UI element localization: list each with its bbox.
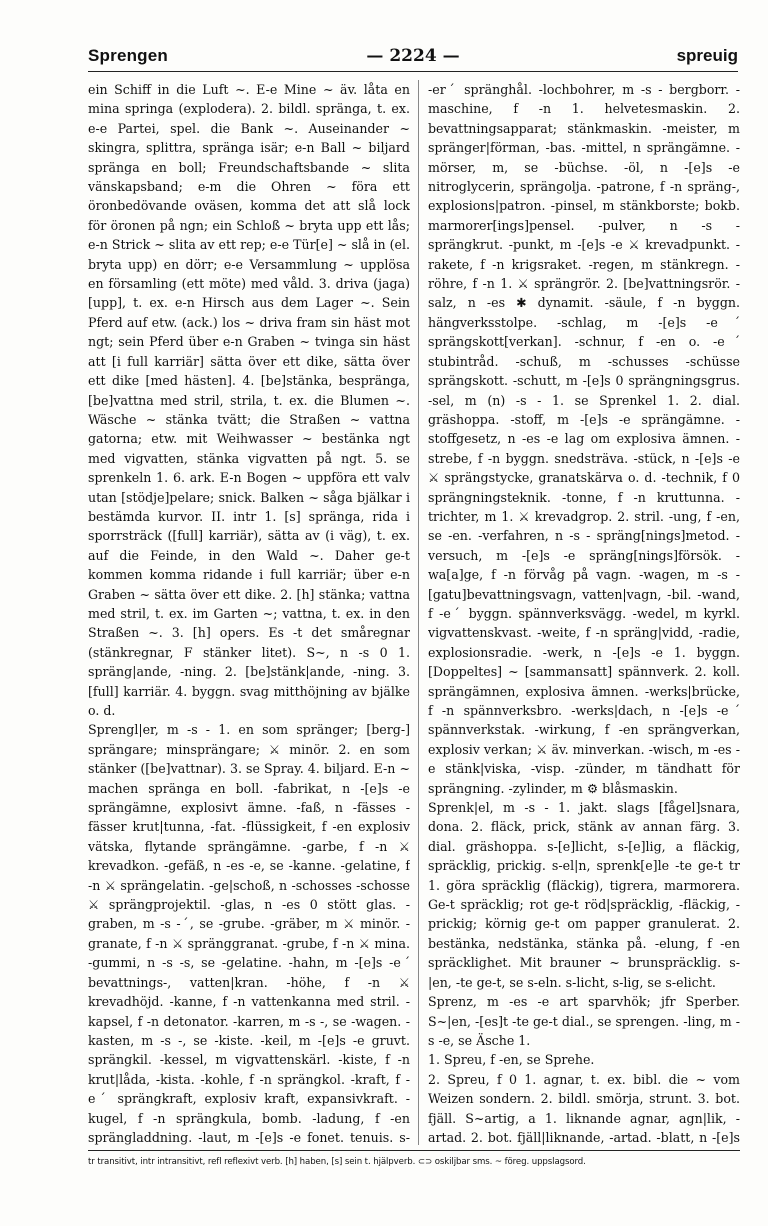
page-number: — 2224 — — [366, 46, 460, 66]
abbreviation-footer: tr transitivt, intr intransitivt, refl reflexivt verb. [h] haben, [s] sein t. hjälpverb. ⊂⊃ oskiljbar sms. ~ föreg. uppslagsord. — [88, 1157, 586, 1167]
left-guide-word: Sprengen — [88, 46, 169, 65]
page-header — [88, 44, 738, 72]
right-guide-word: spreuig — [676, 46, 738, 65]
footer-rule — [88, 1150, 740, 1151]
left-column: ein Schiff in die Luft ~. E-e Mine ~ äv. låta en mina springa (explodera). 2. bildl. spränga, t. ex. e-e Partei, spel. die Bank ~. Auseinander ~ skingra, splittra, spränga isär; e-n Ball ~ biljard spränga en boll; Freundschaftsbande ~ slita vänskapsband; e-m die Ohren ~ föra ett öronbedövande oväsen, komma det att slå lock för öronen på ngn; ein Schloß ~ bryta upp ett lås; e-n Strick ~ slita av ett rep; e-e Tür[e] ~ slå in (el. bryta upp) en dörr; e-e Versammlung ~ upplösa en församling (ett möte) med våld. 3. driva (jaga) [upp], t. ex. e-n Hirsch aus dem Lager ~. Sein Pferd auf etw. (ack.) los ~ driva fram sin häst mot ngt; sein Pferd über e-n Graben ~ tvinga sin häst att [i full karriär] sätta över ett dike, sätta över ett dike [med hästen]. 4. [be]stänka, bespränga, [be]vattna med stril, strila, t. ex. die Blumen ~. Wäsche ~ stänka tvätt; die Straßen ~ vattna gatorna; etw. mit Weihwasser ~ bestänka ngt med vigvatten, stänka vigvatten på ngt. 5. se sprenkeln 1. 6. ark. E-n Bogen ~ uppföra ett valv utan [stödje]pelare; snick. Balken ~ såga bjälkar i bestämda kurvor. II. intr 1. [s] spränga, rida i sporrsträck ([full] karriär), sätta av (i väg), t. ex. auf die Feinde, in den Wald ~. Daher ge-t kommen komma ridande i full karriär; über e-n Graben ~ sätta över ett dike. 2. [h] stänka; vattna med stril, t. ex. im Garten ~; vattna, t. ex. in den Straßen ~. 3. [h] opers. Es -t det småregnar (stänkregnar, F stänker litet). S~, n -s 0 1. spräng|ande, -ning. 2. [be]stänk|ande, -ning. 3. [full] karriär. 4. byggn. svag mitthöjning av bjälke o. d. Sprengl|er, m -s - 1. en som spränger; [berg-] sprängare; minsprängare; ⚔ minör. 2. en som stänker ([be]vattnar). 3. se Spray. 4. biljard. E-n ~ machen spränga en boll. -fabrikat, n -[e]s -e sprängämne, explosivt ämne. -faß, n -fässes -fässer krut|tunna, -fat. -flüssigkeit, f -en explosiv vätska, flytande sprängämne. -garbe, f -n ⚔ krevadkon. -gefäß, n -es -e, se -kanne. -gelatine, f -n ⚔ sprängelatin. -ge|schoß, n -schosses -schosse ⚔ sprängprojektil. -glas, n -es 0 stött glas. -graben, m -s -ˊ, se -grube. -gräber, m ⚔ minör. -granate, f -n ⚔ spränggranat. -grube, f -n ⚔ mina. -gummi, n -s -s, se -gelatine. -hahn, m -[e]s -eˊ bevattnings-, vatten|kran. -höhe, f -n ⚔ krevadhöjd. -kanne, f -n vattenkanna med stril. -kapsel, f -n detonator. -karren, m -s -, se -wagen. -kasten, m -s -, se -kiste. -keil, m -[e]s -e gruvt. sprängkil. -kessel, m vigvattenskärl. -kiste, f -n krut|låda, -kista. -kohle, f -n sprängkol. -kraft, f -eˊ sprängkraft, explosiv kraft, expansivkraft. -kugel, f -n sprängkula, bomb. -ladung, f -en sprängladdning. -laut, m -[e]s -e fonet. tenuis. s- — [88, 82, 410, 1145]
header-rule — [88, 71, 738, 72]
right-column: -erˊ spränghål. -lochbohrer, m -s - bergborr. -maschine, f -n 1. helvetesmaskin. 2. bevattningsapparat; stänkmaskin. -meister, m spränger|förman, -bas. -mittel, n sprängämne. -mörser, m, se -büchse. -öl, n -[e]s -e nitroglycerin, sprängolja. -patrone, f -n spräng-, explosions|patron. -pinsel, m stänkborste; bokb. marmorer[ings]pensel. -pulver, n -s - sprängkrut. -punkt, m -[e]s -e ⚔ krevadpunkt. -rakete, f -n krigsraket. -regen, m stänkregn. -röhre, f -n 1. ⚔ sprängrör. 2. [be]vattningsrör. -salz, n -es ✱ dynamit. -säule, f -n byggn. hängverksstolpe. -schlag, m -[e]s -eˊ sprängskott[verkan]. -schnur, f -en o. -eˊ stubintråd. -schuß, m -schusses -schüsse sprängskott. -schutt, m -[e]s 0 sprängningsgrus. -sel, m (n) -s - 1. se Sprenkel 1. 2. dial. gräshoppa. -stoff, m -[e]s -e sprängämne. -stoffgesetz, n -es -e lag om explosiva ämnen. -strebe, f -n byggn. snedsträva. -stück, n -[e]s -e ⚔ sprängstycke, granatskärva o. d. -technik, f 0 sprängningsteknik. -tonne, f -n kruttunna. -trichter, m 1. ⚔ krevadgrop. 2. stril. -ung, f -en, se -en. -verfahren, n -s - spräng[nings]metod. -versuch, m -[e]s -e spräng[nings]försök. -wa[a]ge, f -n förvåg på vagn. -wagen, m -s - [gatu]bevattningsvagn, vatten|vagn, -bil. -wand, f -eˊ byggn. spännverksvägg. -wedel, m kyrkl. vigvattenskvast. -weite, f -n spräng|vidd, -radie, explosionsradie. -werk, n -[e]s -e 1. byggn. [Doppeltes] ~ [sammansatt] spännverk. 2. koll. sprängämnen, explosiva ämnen. -werks|brücke, f -n spännverksbro. -werks|dach, n -[e]s -eˊ spännverkstak. -wirkung, f -en sprängverkan, explosiv verkan; ⚔ äv. minverkan. -wisch, m -es -e stänk|viska, -visp. -zünder, m tändhatt för sprängning. -zylinder, m ⚙ blåsmaskin. Sprenk|el, m -s - 1. jakt. slags [fågel]snara, dona. 2. fläck, prick, stänk av annan färg. 3. dial. gräshoppa. s-[e]licht, s-[e]lig, a fläckig, spräcklig, prickig. s-el|n, sprenk[e]le -te ge-t tr 1. göra spräcklig (fläckig), tigrera, marmorera. Ge-t spräcklig; rot ge-t röd|spräcklig, -fläckig, -prickig; körnig ge-t om papper granulerat. 2. bestänka, nedstänka, stänka på. -elung, f -en spräcklighet. Mit brauner ~ brunspräcklig. s-|en, -te ge-t, se s-eln. s-licht, s-lig, se s-elicht. Sprenz, m -es -e art sparvhök; jfr Sperber. S~|en, -[es]t -te ge-t dial., se sprengen. -ling, m -s -e, se Äsche 1. 1. Spreu, f -en, se Sprehe. 2. Spreu, f 0 1. agnar, t. ex. bibl. die ~ vom Weizen sondern. 2. bildl. smörja, strunt. 3. bot. fjäll. S~artig, a 1. liknande agnar, agn|lik, -artad. 2. bot. fjäll|liknande, -artad. -blatt, n -[e]s — [428, 82, 740, 1145]
column-divider — [418, 80, 419, 1145]
